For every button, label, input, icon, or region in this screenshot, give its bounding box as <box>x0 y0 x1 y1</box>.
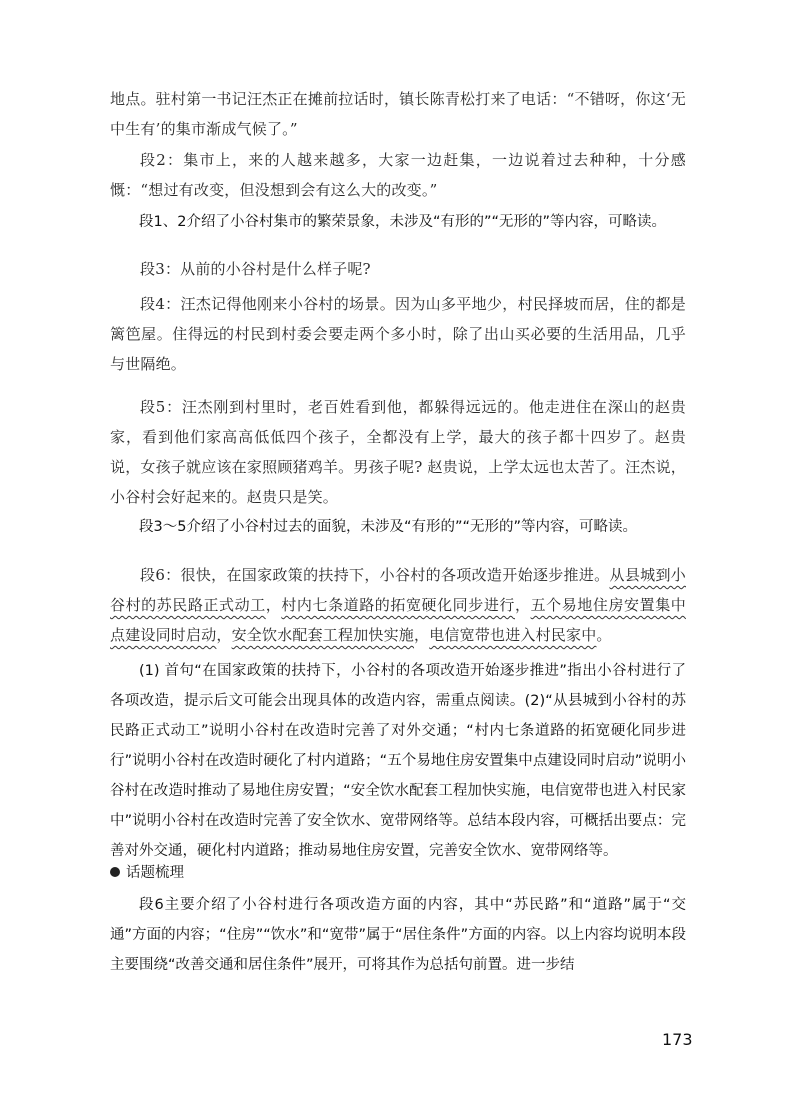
paragraph-3: 段3：从前的小谷村是什么样子呢? <box>140 260 371 278</box>
separator: ， <box>216 626 232 644</box>
underline-broadband: 电信宽带也进入村民家中 <box>429 626 597 644</box>
note-skim-2: 段3～5介绍了小谷村过去的面貌，未涉及“有形的”“无形的”等内容，可略读。 <box>139 519 637 535</box>
underline-road-construction: 从县城到小谷村的苏民路正式动工 <box>110 566 686 614</box>
paragraph-continuation: 地点。驻村第一书记汪杰正在摊前拉话时，镇长陈青松打来了电话：“不错呀，你这‘无中生有’的集市渐成气候了。” <box>110 90 686 138</box>
paragraph-2: 段2：集市上，来的人越来越多，大家一边赶集，一边说着过去种种，十分感慨：“想过有改变，但没想到会有这么大的改变。” <box>110 151 686 199</box>
analysis-paragraph: (1) 首句“在国家政策的扶持下，小谷村的各项改造开始逐步推进”指出小谷村进行了各项改造，提示后文可能会出现具体的改造内容，需重点阅读。(2)“从县城到小谷村的苏民路正式动工”说明小谷村在改造时完善了对外交通；“村内七条道路的拓宽硬化同步进行”说明小谷村在改造时硬化了村内道路；“五个易地住房安置集中点建设同时启动”说明小谷村在改造时推动了易地住房安置；“安全饮水配套工程加快实施，电信宽带也进入村民家中”说明小谷村在改造时完善了安全饮水、宽带网络等。总结本段内容，可概括出要点：完善对外交通，硬化村内道路；推动易地住房安置，完善安全饮水、宽带网络等。 <box>110 663 686 859</box>
underline-village-roads: 村内七条道路的拓宽硬化同步进行 <box>281 596 515 614</box>
underline-water: 安全饮水配套工程加快实施 <box>231 626 415 644</box>
separator: ， <box>414 626 430 644</box>
summary-paragraph: 段6主要介绍了小谷村进行各项改造方面的内容，其中“苏民路”和“道路”属于“交通”方面的内容；“住房”“饮水”和“宽带”属于“居住条件”方面的内容。以上内容均说明本段主要围绕“改善交通和居住条件”展开，可将其作为总括句前置。进一步结 <box>110 897 686 973</box>
note-skim-1: 段1、2介绍了小谷村集市的繁荣景象，未涉及“有形的”“无形的”等内容，可略读。 <box>139 214 666 230</box>
bullet-icon <box>110 867 120 877</box>
paragraph-6 <box>110 560 686 650</box>
separator: ， <box>515 596 531 614</box>
paragraph-4: 段4：汪杰记得他刚来小谷村的场景。因为山多平地少，村民择坡而居，住的都是篱笆屋。住得远的村民到村委会要走两个多小时，除了出山买必要的生活用品，几乎与世隔绝。 <box>110 295 686 373</box>
underline-housing: 五个易地住房安置集中点建设同时启动 <box>110 596 686 644</box>
section-heading <box>110 858 686 888</box>
separator: ， <box>265 596 282 614</box>
section-heading-text: 话题梳理 <box>126 865 184 881</box>
paragraph-6-lead: 段6：很快，在国家政策的扶持下，小谷村的各项改造开始逐步推进。 <box>140 566 610 584</box>
page-number: 173 <box>662 1030 693 1049</box>
paragraph-5: 段5：汪杰刚到村里时，老百姓看到他，都躲得远远的。他走进住在深山的赵贵家，看到他们家高高低低四个孩子，全都没有上学，最大的孩子都十四岁了。赵贵说，女孩子就应该在家照顾猪鸡羊。男孩子呢? 赵贵说，上学太远也太苦了。汪杰说，小谷村会好起来的。赵贵只是笑。 <box>110 398 686 506</box>
paragraph-end: 。 <box>596 626 612 644</box>
